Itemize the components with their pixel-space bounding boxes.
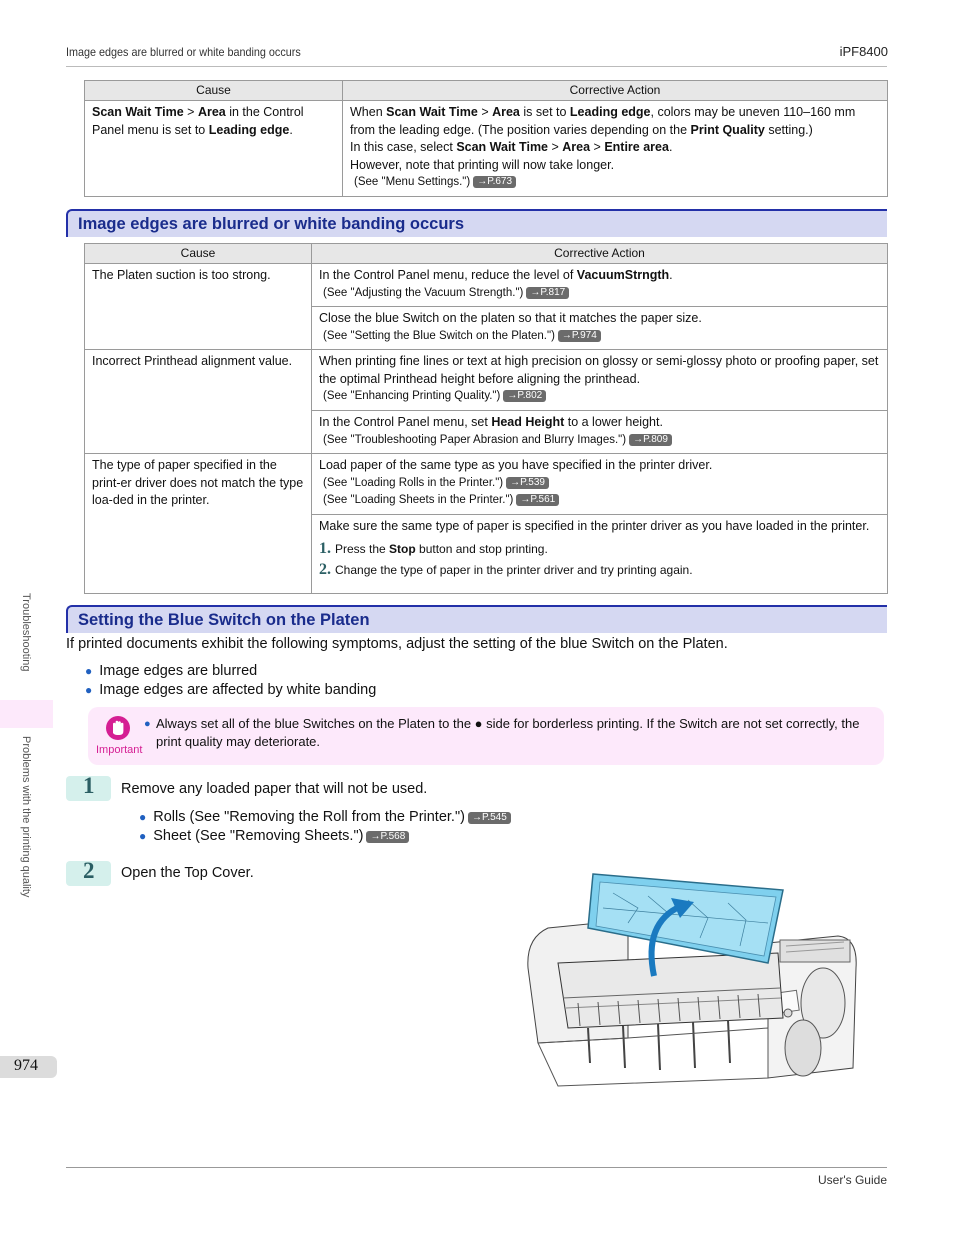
section-heading-blue-switch: [66, 605, 887, 633]
sidebar-active-marker: [0, 700, 53, 728]
running-header-model: iPF8400: [839, 44, 888, 59]
action-cell: When Scan Wait Time > Area is set to Leading edge, colors may be uneven 110–160 mm from the leading edge. (The position varies depending on the Print Quality setting.) In this case, select Scan Wait Time > Area > Entire area. However, note that printing will now take longer. (See "Menu Settings.") →P.673: [343, 101, 888, 197]
action-cell: Load paper of the same type as you have specified in the printer driver. (See "Loading Rolls in the Printer.") →P.539 (See "Loading Sheets in the Printer.") →P.561: [312, 454, 888, 515]
sidebar-tab-label: Troubleshooting: [20, 593, 32, 672]
header-rule: [66, 66, 887, 67]
running-header-title: Image edges are blurred or white banding occurs: [66, 45, 301, 59]
action-cell: In the Control Panel menu, reduce the level of VacuumStrngth. (See "Adjusting the Vacuum Strength.") →P.817: [312, 264, 888, 307]
cause-cell: The Platen suction is too strong.: [85, 264, 312, 350]
page-link[interactable]: →P.974: [558, 330, 601, 342]
cause-cell: Scan Wait Time > Area in the Control Panel menu is set to Leading edge.: [85, 101, 343, 197]
page-number-tab: [0, 1056, 57, 1078]
page-link[interactable]: →P.673: [473, 176, 516, 188]
action-cell: In the Control Panel menu, set Head Height to a lower height. (See "Troubleshooting Paper Abrasion and Blurry Images.") →P.809: [312, 411, 888, 454]
important-text: ● Always set all of the blue Switches on the Platen to the ● side for borderless printing. If the Switch are not set correctly, the print quality may deteriorate.: [144, 716, 860, 749]
hand-stop-icon: [106, 715, 130, 741]
section-heading-blurred-edges: [66, 209, 887, 237]
sidebar-tab-troubleshooting[interactable]: [0, 575, 53, 700]
important-note: [88, 707, 884, 765]
list-item: ● Sheet (See "Removing Sheets.") →P.568: [139, 828, 409, 844]
section-title: Setting the Blue Switch on the Platen: [78, 611, 370, 629]
footer-rule: [66, 1167, 887, 1168]
step-1-text: Remove any loaded paper that will not be used.: [121, 781, 428, 797]
page-link[interactable]: →P.568: [366, 831, 409, 843]
list-item: ● Image edges are affected by white banding: [85, 682, 377, 698]
important-label: Important: [96, 744, 143, 756]
step-2-text: Open the Top Cover.: [121, 865, 254, 881]
intro-paragraph: If printed documents exhibit the following symptoms, adjust the setting of the blue Switch on the Platen.: [66, 636, 728, 652]
step-number-2: 2: [66, 861, 111, 886]
page-link[interactable]: →P.802: [503, 390, 546, 402]
page-link[interactable]: →P.561: [516, 494, 559, 506]
page-link[interactable]: →P.809: [629, 434, 672, 446]
cause-cell: The type of paper specified in the print-er driver does not match the type loa-ded in the printer.: [85, 454, 312, 594]
cause-cell: Incorrect Printhead alignment value.: [85, 350, 312, 454]
sidebar-tab-label: Problems with the printing quality: [20, 736, 32, 898]
list-item: ● Image edges are blurred: [85, 663, 258, 679]
page-link[interactable]: →P.539: [506, 477, 549, 489]
action-cell: Make sure the same type of paper is specified in the printer driver as you have loaded in the printer. 1. Press the Stop button and stop printing. 2. Change the type of paper in the printer driver and try printing again.: [312, 514, 888, 593]
column-header-action: Corrective Action: [343, 81, 888, 101]
printer-top-cover-illustration: [518, 868, 858, 1090]
column-header-cause: Cause: [85, 81, 343, 101]
page-link[interactable]: →P.545: [468, 812, 511, 824]
footer-guide-name: User's Guide: [818, 1173, 887, 1187]
cause-action-table-1: [84, 80, 888, 197]
section-title: Image edges are blurred or white banding occurs: [78, 215, 465, 233]
column-header-action: Corrective Action: [312, 244, 888, 264]
action-cell: Close the blue Switch on the platen so that it matches the paper size. (See "Setting the Blue Switch on the Platen.") →P.974: [312, 307, 888, 350]
page-number: 974: [14, 1057, 38, 1074]
list-item: ● Rolls (See "Removing the Roll from the Printer.") →P.545: [139, 809, 511, 825]
step-number-1: 1: [66, 776, 111, 801]
page-link[interactable]: →P.817: [526, 287, 569, 299]
action-cell: When printing fine lines or text at high precision on glossy or semi-glossy photo or proofing paper, set the optimal Printhead height before aligning the printhead. (See "Enhancing Printing Quality.") →P.802: [312, 350, 888, 411]
sidebar-tab-problems-printing-quality[interactable]: [0, 730, 53, 945]
column-header-cause: Cause: [85, 244, 312, 264]
cause-action-table-2: [84, 243, 888, 594]
